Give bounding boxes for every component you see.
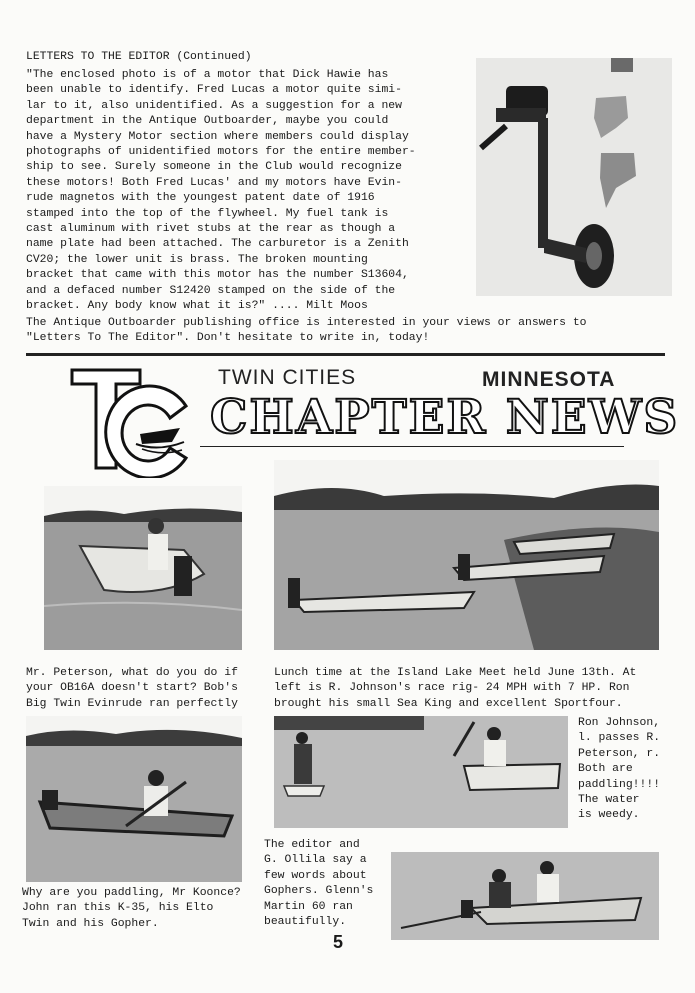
caption-editor: The editor and G. Ollila say a few words about Gophers. Glenn's Martin 60 ran beautifully.: [264, 839, 374, 929]
caption-peterson: Mr. Peterson, what do you do if your OB16A doesn't start? Bob's Big Twin Evinrude ran perfectly: [26, 667, 238, 710]
island-lake-lunch-photo: [274, 460, 659, 650]
chapter-logo: [62, 362, 202, 478]
koonce-paddling-photo: [26, 716, 242, 882]
masthead-city: TWIN CITIES: [218, 366, 357, 389]
masthead-underline: [200, 446, 624, 447]
section-divider: [26, 353, 665, 356]
caption-koonce: Why are you paddling, Mr Koonce? John ran this K-35, his Elto Twin and his Gopher.: [22, 887, 241, 930]
letters-closing-note: The Antique Outboarder publishing office is interested in your views or answers to "Letters To The Editor". Don't hesitate to write in, today!: [26, 317, 587, 345]
caption-lunch: Lunch time at the Island Lake Meet held June 13th. At left is R. Johnson's race rig- 24 MPH with 7 HP. Ron brought his small Sea King and excellent Sportfour.: [274, 667, 637, 710]
letter-body: "The enclosed photo is of a motor that Dick Hawie has been unable to identify. Fred Lucas a motor quite simi- lar to it, also unidentified. As a suggestion for a new department in the Antique Outboarder, maybe you could have a Mystery Motor section where members could display photographs of unidentified motors for the entire member- ship to see. Surely someone in the Club would recognize these motors! Both Fred Lucas' and my motors have Evin- rude magnetos with the youngest patent date of 1916 stamped into the top of the flywheel. My fuel tank is cast aluminum with rivet stubs at the rear as though a name plate had been attached. The carburetor is a Zenith CV20; the lower unit is brass. The broken mounting bracket that came with this motor has the number S13604, and a defaced number S12420 stamped on the side of the bracket. Any body know what it is?" .... Milt Moos: [26, 69, 416, 313]
editor-ollila-photo: [391, 852, 659, 940]
johnson-peterson-paddling-photo: [274, 716, 568, 828]
peterson-boat-photo: [44, 486, 242, 650]
masthead-state: MINNESOTA: [482, 368, 616, 391]
letter-heading: LETTERS TO THE EDITOR (Continued): [26, 51, 252, 63]
page-number: 5: [333, 932, 344, 952]
masthead-title: CHAPTER NEWS: [210, 390, 680, 445]
mystery-motor-photo: [476, 58, 672, 296]
caption-johnson: Ron Johnson, l. passes R. Peterson, r. Both are paddling!!!! The water is weedy.: [578, 717, 661, 822]
